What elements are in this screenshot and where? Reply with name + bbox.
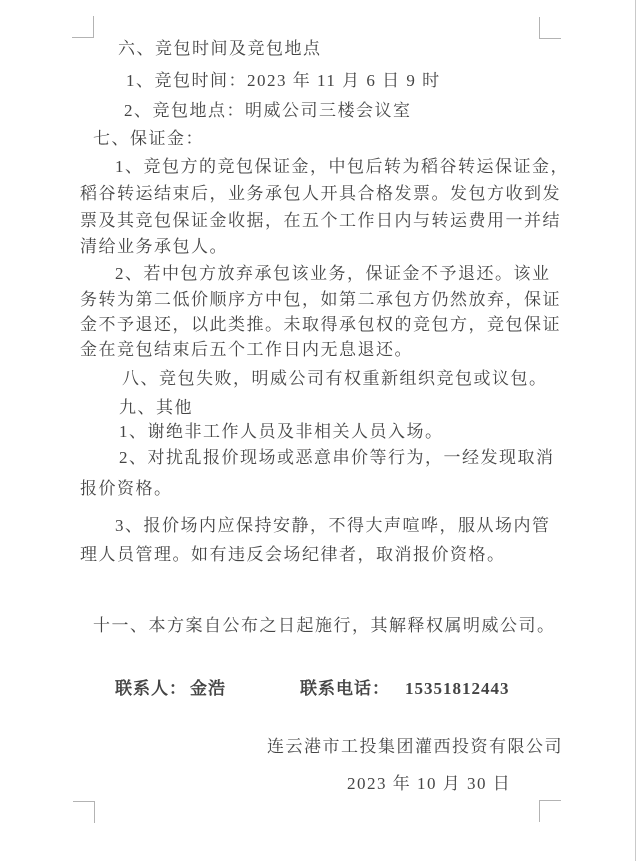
text-line: 2、若中包方放弃承包该业务，保证金不予退还。该业 bbox=[115, 264, 551, 283]
text-line: 金不予退还，以此类推。未取得承包权的竞包方，竞包保证 bbox=[80, 315, 561, 334]
item-bid-place: 2、竞包地点：明威公司三楼会议室 bbox=[124, 101, 412, 120]
signature-date: 2023 年 10 月 30 日 bbox=[347, 774, 512, 793]
heading-nine: 九、其他 bbox=[119, 398, 193, 417]
text-line: 稻谷转运结束后，业务承包人开具合格发票。发包方收到发 bbox=[80, 184, 561, 203]
text-line: 务转为第二低价顺序方中包，如第二承包方仍然放弃，保证 bbox=[80, 290, 561, 309]
text-line: 金在竞包结束后五个工作日内无息退还。 bbox=[80, 340, 413, 359]
heading-eleven: 十一、本方案自公布之日起施行，其解释权属明威公司。 bbox=[93, 616, 556, 635]
text-line: 理人员管理。如有违反会场纪律者，取消报价资格。 bbox=[80, 545, 506, 564]
heading-eight: 八、竞包失败，明威公司有权重新组织竞包或议包。 bbox=[122, 369, 548, 388]
contact-person-name: 金浩 bbox=[190, 679, 226, 698]
text-line: 清给业务承包人。 bbox=[80, 237, 228, 256]
text-line: 3、报价场内应保持安静，不得大声喧哗，服从场内管 bbox=[115, 516, 551, 535]
text-boundary-mark-bottom-left bbox=[73, 801, 95, 823]
item-bid-time: 1、竞包时间：2023 年 11 月 6 日 9 时 bbox=[126, 71, 441, 90]
text-boundary-mark-bottom-right bbox=[539, 800, 561, 822]
text-line: 2、对扰乱报价现场或恶意串价等行为，一经发现取消 bbox=[119, 448, 555, 467]
text-line: 1、谢绝非工作人员及非相关人员入场。 bbox=[119, 422, 444, 441]
text-boundary-mark-top-left bbox=[72, 16, 94, 38]
contact-person-label: 联系人： bbox=[115, 679, 187, 698]
contact-phone-label: 联系电话： bbox=[300, 679, 390, 698]
text-line: 1、竞包方的竞包保证金，中包后转为稻谷转运保证金， bbox=[115, 157, 569, 176]
text-boundary-mark-top-right bbox=[539, 17, 561, 39]
signature-company: 连云港市工投集团灌西投资有限公司 bbox=[267, 737, 563, 756]
text-line: 票及其竞包保证金收据，在五个工作日内与转运费用一并结 bbox=[80, 211, 561, 230]
text-line: 报价资格。 bbox=[80, 479, 173, 498]
heading-seven: 七、保证金： bbox=[93, 129, 204, 148]
heading-six: 六、竞包时间及竞包地点 bbox=[118, 39, 322, 58]
contact-phone-number: 15351812443 bbox=[405, 679, 510, 698]
